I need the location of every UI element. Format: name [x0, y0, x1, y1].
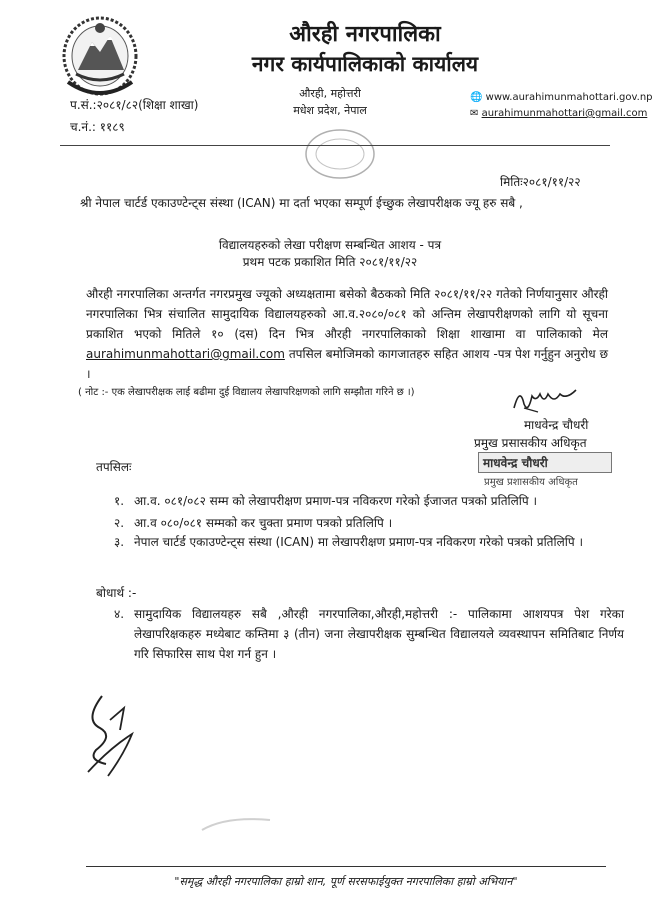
received-stamp — [300, 124, 380, 184]
copy-to-item — [114, 604, 624, 664]
stamp-title: प्रमुख प्रशासकीय अधिकृत — [484, 477, 578, 488]
address-line-2: मधेश प्रदेश, नेपाल — [293, 104, 367, 117]
footer-rule — [86, 866, 606, 867]
body-text-part-1: औरही नगरपालिका अन्तर्गत नगरप्रमुख ज्यूको अध्यक्षतामा बसेको बैठकको मिति २०८१/११/२२ गतेको निर्णयानुसार औरही नगरपालिका भित्र संचालित सामुदायिक विद्यालयहरुको आ.व.२०८०/०८१ को अन्तिम लेखापरीक्षणको लागि यो सूचना प्रकाशित भएको मितिले १० (दस) दिन भित्र औरही नगरपालिकाको शिक्षा शाखामा वा पालिकाको मेल — [86, 287, 608, 341]
detail-number: १. — [114, 494, 125, 508]
addressee-line: श्री नेपाल चार्टर्ड एकाउण्टेन्ट्स संस्था (ICAN) मा दर्ता भएका सम्पूर्ण ईच्छुक लेखापरीक्षक ज्यू हरु सबै , — [80, 196, 523, 210]
email-row — [470, 108, 660, 119]
subject-line-2: प्रथम पटक प्रकाशित मिति २०८१/११/२२ — [242, 255, 418, 269]
email-link[interactable]: aurahimunmahottari@gmail.com — [481, 108, 648, 119]
copy-to-text: सामुदायिक विद्यालयहरु सबै ,औरही नगरपालिका,औरही,महोत्तरी :- पालिकामा आशयपत्र पेश गरेका लेखापरिक्षकहरु मध्येबाट कम्तिमा ३ (तीन) जना लेखापरीक्षक सुम्बन्धित विद्यालयले व्यवस्थापन समितिबाट निर्णय गरि सिफारिस साथ पेश गर्न हुन । — [134, 607, 624, 661]
note-text: ( नोट :- एक लेखापरीक्षक लाई बढीमा दुई विद्यालय लेखापरिक्षणको लागि सम्झौता गरिने छ ।) — [78, 387, 415, 398]
details-heading: तपसिलः — [96, 460, 132, 474]
signatory-title: प्रमुख प्रसासकीय अधिकृत — [474, 436, 587, 450]
dispatch-number: च.नं.: ११८९ — [70, 120, 125, 134]
reference-number: प.सं.:२०८१/८२(शिक्षा शाखा) — [70, 98, 199, 112]
footer-slogan: "समृद्ध औरही नगरपालिका हाम्रो शान, पूर्ण सरसफाईयुक्त नगरपालिका हाम्रो अभियान" — [174, 875, 518, 888]
copy-to-heading: बोधार्थ :- — [96, 586, 137, 600]
detail-item — [114, 514, 614, 531]
address-line-1: औरही, महोत्तरी — [299, 87, 361, 100]
handwritten-initials — [80, 690, 150, 780]
header-divider — [60, 145, 610, 146]
detail-number: ३. — [114, 535, 125, 549]
emblem-logo — [58, 12, 142, 102]
detail-text: नेपाल चार्टर्ड एकाउण्टेन्ट्स संस्था (ICAN) मा लेखापरीक्षण प्रमाण-पत्र नविकरण गरेको पत्रको प्रतिलिपि । — [134, 535, 584, 549]
detail-number: २. — [114, 516, 125, 530]
website-row — [470, 92, 660, 103]
detail-text: आ.व. ०८१/०८२ सम्म को लेखापरीक्षण प्रमाण-पत्र नविकरण गरेको ईजाजत पत्रको प्रतिलिपि । — [134, 494, 538, 508]
email-icon: ✉ — [470, 108, 479, 119]
globe-icon: 🌐 — [470, 92, 483, 103]
faint-stamp — [196, 808, 276, 838]
body-paragraph — [86, 284, 608, 384]
detail-item — [114, 532, 624, 552]
website-link[interactable]: www.aurahimunmahottari.gov.np — [485, 92, 653, 103]
signature-mark — [510, 382, 580, 416]
stamp-name: माधवेन्द्र चौधरी — [478, 452, 612, 473]
body-text-part-2: तपसिल बमोजिमको कागजातहरु सहित आशय -पत्र पेश गर्नुहुन अनुरोध छ । — [86, 347, 608, 381]
detail-text: आ.व ०८०/०८१ सम्मको कर चुक्ता प्रमाण पत्रको प्रतिलिपि । — [134, 516, 393, 530]
subject-line-1: विद्यालयहरुको लेखा परीक्षण सम्बन्धित आशय - पत्र — [218, 238, 442, 252]
body-email-link[interactable]: aurahimunmahottari@gmail.com — [86, 347, 285, 361]
detail-item — [114, 492, 614, 509]
office-subtitle: नगर कार्यपालिकाको कार्यालय — [251, 52, 479, 76]
org-title: औरही नगरपालिका — [289, 22, 441, 47]
official-stamp — [478, 452, 616, 490]
signatory-name: माधवेन्द्र चौधरी — [524, 418, 589, 432]
copy-to-number: ४. — [114, 607, 125, 621]
letter-date: मितिः२०८१/११/२२ — [500, 175, 581, 189]
